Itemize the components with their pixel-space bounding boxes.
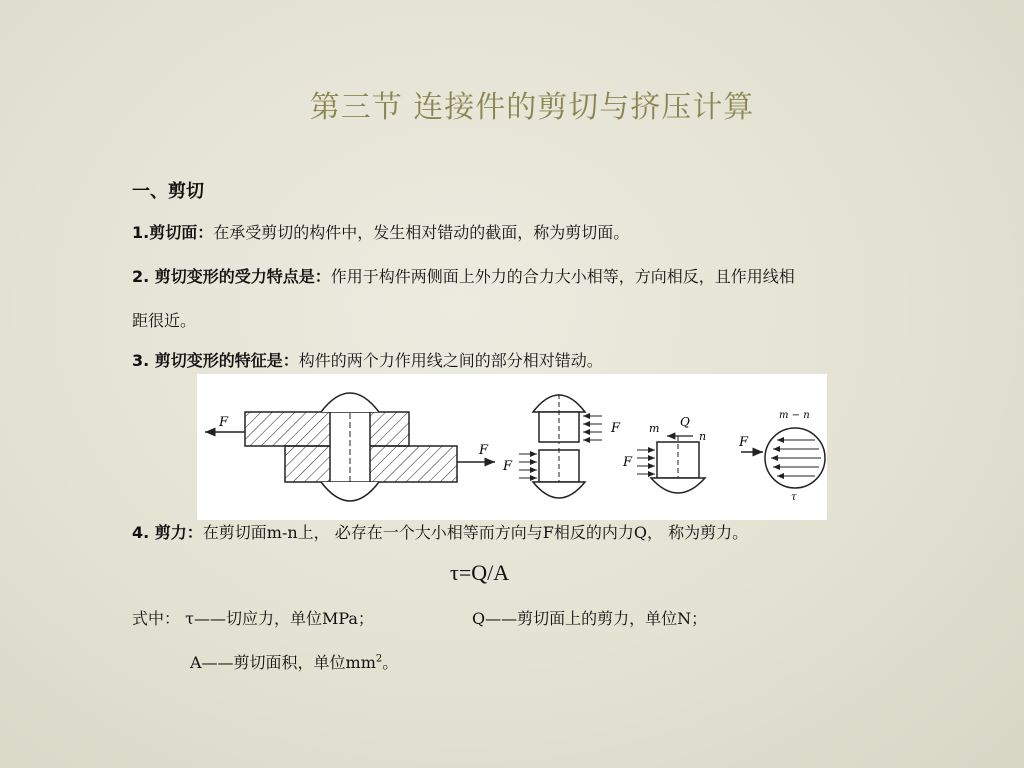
item-3 bbox=[132, 348, 603, 371]
area-unit-exponent: 2 bbox=[375, 653, 383, 665]
area-definition-end: 。 bbox=[382, 653, 399, 672]
shear-diagram-svg bbox=[197, 374, 827, 520]
item-2-text: 作用于构件两侧面上外力的合力大小相等，方向相反，且作用线相 bbox=[330, 267, 795, 286]
item-4-label: 4. 剪力： bbox=[132, 523, 203, 542]
item-1 bbox=[132, 220, 629, 243]
item-3-text: 构件的两个力作用线之间的部分相对错动。 bbox=[298, 351, 603, 370]
item-2 bbox=[132, 264, 795, 287]
item-2-label: 2. 剪切变形的受力特点是： bbox=[132, 267, 331, 286]
item-1-label: 1.剪切面： bbox=[132, 223, 214, 242]
force-label-circle: F bbox=[739, 435, 749, 450]
force-label-split-top: F bbox=[611, 421, 621, 436]
split-rivet bbox=[519, 394, 602, 498]
shear-stress-section bbox=[741, 428, 825, 488]
item-4 bbox=[132, 520, 748, 543]
shear-stress-formula: τ=Q/A bbox=[450, 560, 510, 585]
item-2-continuation: 距很近。 bbox=[132, 311, 197, 330]
q-definition: Q——剪切面上的剪力，单位N； bbox=[472, 609, 708, 628]
where-prefix: 式中： bbox=[132, 609, 181, 628]
force-label-right: F bbox=[479, 443, 489, 458]
item-1-text: 在承受剪切的构件中，发生相对错动的截面，称为剪切面。 bbox=[213, 223, 630, 242]
item-4-text: 在剪切面m-n上， 必存在一个大小相等而方向与F相反的内力Q， 称为剪力。 bbox=[202, 523, 749, 542]
area-definition-text: A——剪切面积，单位mm bbox=[190, 653, 376, 672]
label-mn: m − n bbox=[779, 410, 810, 421]
force-label-split-bottom: F bbox=[503, 459, 513, 474]
slide-title: 第三节 连接件的剪切与挤压计算 bbox=[309, 90, 755, 125]
rivet-assembly bbox=[205, 393, 495, 501]
label-m: m bbox=[649, 422, 660, 435]
tau-definition: τ——切应力，单位MPa； bbox=[185, 609, 374, 628]
area-definition bbox=[190, 650, 398, 673]
shear-diagram bbox=[197, 374, 827, 520]
section-heading: 一、剪切 bbox=[132, 181, 204, 202]
force-label-left: F bbox=[219, 415, 229, 430]
lower-rivet-section bbox=[637, 436, 705, 493]
where-line-1 bbox=[132, 606, 374, 629]
label-n: n bbox=[699, 430, 707, 443]
label-tau: τ bbox=[791, 492, 797, 503]
force-label-section: F bbox=[623, 455, 633, 470]
label-q: Q bbox=[680, 415, 690, 429]
item-3-label: 3. 剪切变形的特征是： bbox=[132, 351, 299, 370]
